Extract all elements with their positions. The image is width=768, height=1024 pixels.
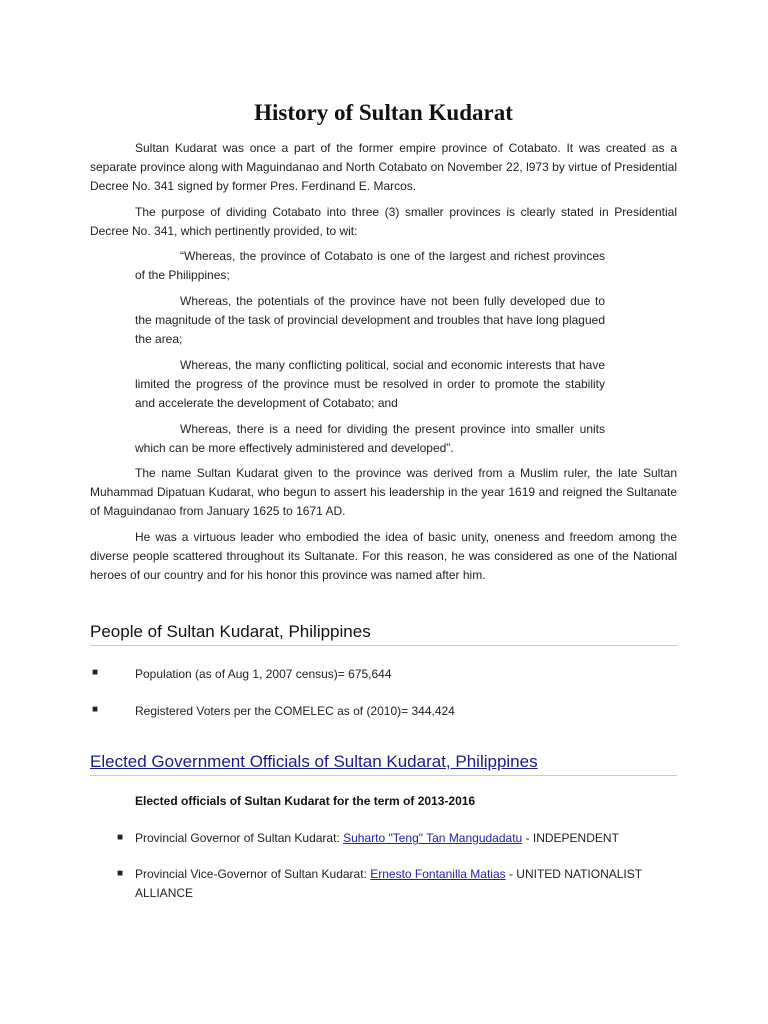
section-heading-officials[interactable] [90, 752, 538, 772]
officials-subheading: Elected officials of Sultan Kudarat for the term of 2013-2016 [135, 794, 476, 808]
bullet-icon: ■ [117, 868, 124, 879]
decree-quote-4: Whereas, there is a need for dividing the present province into smaller units which can be more effectively administered and developed”. [135, 422, 605, 455]
list-item-governor [135, 829, 619, 848]
officials-heading-link[interactable]: Elected Government Officials of Sultan Kudarat, Philippines [90, 752, 538, 771]
paragraph-purpose: The purpose of dividing Cotabato into three (3) smaller provinces is clearly stated in Presidential Decree No. 341, which pertinently provided, to wit: [90, 205, 677, 238]
governor-label: Provincial Governor of Sultan Kudarat: [135, 831, 344, 845]
governor-party: - INDEPENDENT [522, 831, 619, 845]
bullet-icon: ■ [117, 832, 124, 843]
bullet-icon: ■ [92, 704, 99, 715]
vice-governor-party: - UNITED NATIONALIST ALLIANCE [135, 867, 642, 900]
list-item-population: Population (as of Aug 1, 2007 census)= 675,644 [135, 667, 392, 681]
page-title: History of Sultan Kudarat [254, 100, 513, 125]
list-item-vice-governor [135, 865, 655, 903]
decree-quote-1: “Whereas, the province of Cotabato is one of the largest and richest provinces of the Philippines; [135, 249, 605, 282]
section-divider [90, 775, 677, 776]
decree-quote-3: Whereas, the many conflicting political, social and economic interests that have limited the progress of the province must be resolved in order to promote the stability and accelerate the development of Cotabato; and [135, 358, 605, 410]
paragraph-leader: He was a virtuous leader who embodied the idea of basic unity, oneness and freedom among the diverse people scattered throughout its Sultanate. For this reason, he was considered as one of the National heroes of our country and for his honor this province was named after him. [90, 530, 677, 582]
list-item-voters: Registered Voters per the COMELEC as of (2010)= 344,424 [135, 704, 455, 718]
paragraph-intro: Sultan Kudarat was once a part of the former empire province of Cotabato. It was created as a separate province along with Maguindanao and North Cotabato on November 22, l973 by virtue of Presidential Decree No. 341 signed by former Pres. Ferdinand E. Marcos. [90, 141, 677, 193]
vice-governor-name-link[interactable]: Ernesto Fontanilla Matias [370, 867, 506, 881]
section-divider [90, 645, 677, 646]
paragraph-name-origin: The name Sultan Kudarat given to the province was derived from a Muslim ruler, the late Sultan Muhammad Dipatuan Kudarat, who begun to assert his leadership in the year 1619 and reigned the Sultanate of Maguindanao from January 1625 to 1671 AD. [90, 466, 677, 518]
decree-quote-2: Whereas, the potentials of the province have not been fully developed due to the magnitude of the task of provincial development and troubles that have long plagued the area; [135, 294, 605, 346]
section-heading-people: People of Sultan Kudarat, Philippines [90, 622, 371, 641]
vice-governor-label: Provincial Vice-Governor of Sultan Kudarat: [135, 867, 371, 881]
governor-name-link[interactable]: Suharto "Teng" Tan Mangudadatu [343, 831, 523, 845]
bullet-icon: ■ [92, 667, 99, 678]
